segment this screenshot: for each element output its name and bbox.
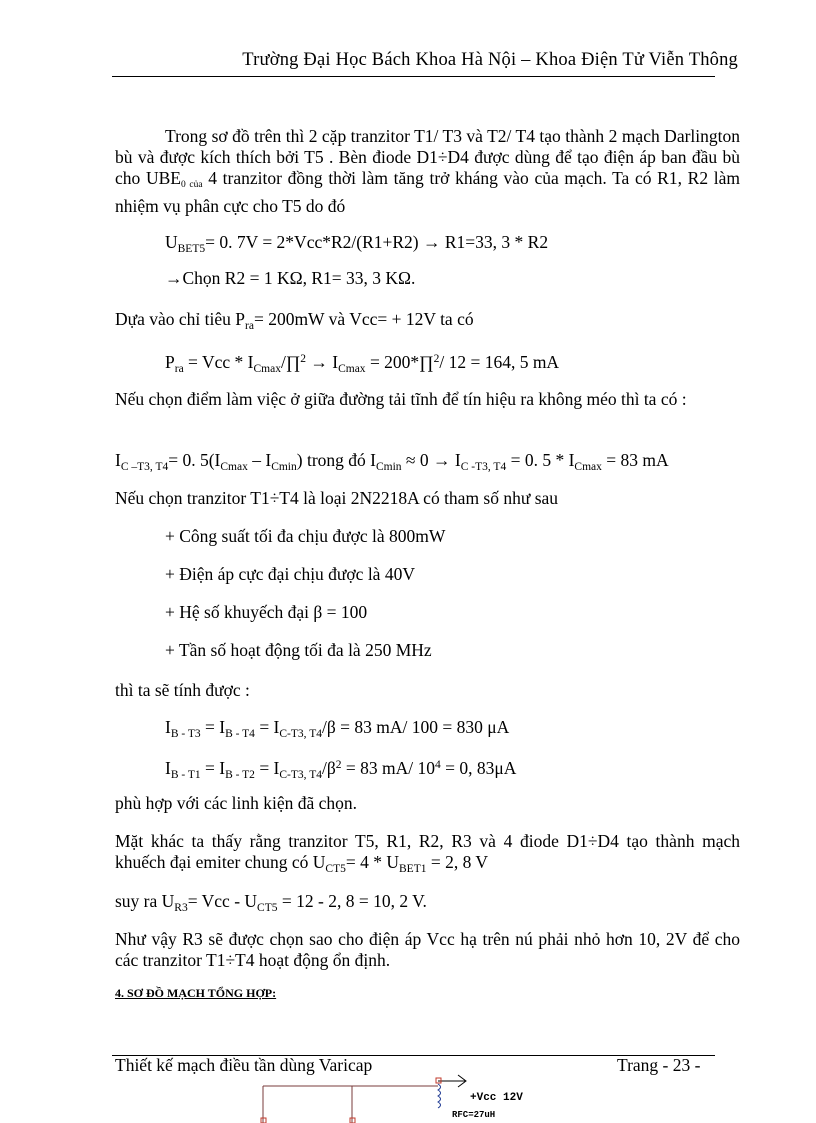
ur3-sub2: CT5	[257, 902, 278, 914]
eq6-b: = I	[200, 758, 226, 778]
other-a: Mặt khác ta thấy rằng tranzitor T5, R1, R2, R3 và 4 điode D1÷D4 tạo thành mạch khuếch đại emiter chung có U	[115, 831, 740, 872]
eq3-sub3: Cmax	[338, 363, 366, 375]
eq6-f: = 0, 83μA	[440, 758, 517, 778]
eq4-sub4: Cmin	[375, 461, 402, 473]
eq3-d: → I	[306, 352, 339, 372]
eq4-sub5: C -T3, T4	[460, 461, 507, 473]
pra-line	[115, 309, 474, 337]
eq6-sup1: 2	[335, 759, 342, 771]
eq4-sub6: Cmax	[574, 461, 602, 473]
ur3-sub1: R3	[174, 902, 188, 914]
rfc-label: RFC=27uH	[452, 1110, 496, 1120]
eq1-sub: BET5	[177, 243, 206, 255]
eq3-b: = Vcc * I	[183, 352, 254, 372]
page-header-title: Trường Đại Học Bách Khoa Hà Nội – Khoa Điện Tử Viễn Thông	[242, 50, 738, 70]
eq1-b: = 0. 7V = 2*Vcc*R2/(R1+R2) → R1=33, 3 * R2	[205, 232, 549, 252]
page-number: Trang - 23 -	[617, 1055, 701, 1075]
eq4-e: ≈ 0 → I	[401, 450, 461, 470]
other-sub2: BET1	[399, 863, 427, 875]
equation-ic	[115, 450, 669, 478]
spec-item: + Hệ số khuyếch đại β = 100	[165, 602, 368, 622]
eq5-c: = I	[254, 717, 280, 737]
eq3-e: = 200*∏	[365, 352, 434, 372]
eq5-a: I	[165, 717, 171, 737]
eq4-d: ) trong đó I	[296, 450, 376, 470]
other-side-paragraph	[115, 831, 740, 880]
eq5-sub3: C-T3, T4	[279, 728, 322, 740]
circuit-diagram-fragment	[0, 1068, 816, 1123]
spec-item: + Tần số hoạt động tối đa là 250 MHz	[165, 640, 432, 660]
footer-title: Thiết kế mạch điều tần dùng Varicap	[115, 1055, 373, 1075]
eq4-sub1: C –T3, T4	[120, 461, 169, 473]
equation-ib-t1	[165, 755, 516, 786]
vcc-label: +Vcc 12V	[470, 1092, 523, 1104]
eq6-sup2: 4	[435, 759, 441, 771]
pra-sub: ra	[245, 320, 254, 332]
choose-transistor-line: Nếu chọn tranzitor T1÷T4 là loại 2N2218A có tham số như sau	[115, 488, 559, 508]
conclusion-paragraph: Như vậy R3 sẽ được chọn sao cho điện áp Vcc hạ trên nú phải nhỏ hơn 10, 2V để cho các tranzitor T1÷T4 hoạt động ổn định.	[115, 929, 740, 970]
calc-intro: thì ta sẽ tính được :	[115, 680, 250, 700]
eq4-sub2: Cmax	[220, 461, 248, 473]
eq4-g: = 83 mA	[601, 450, 669, 470]
eq6-c: = I	[254, 758, 280, 778]
eq3-sup2: 2	[433, 353, 440, 365]
rfc-inductor-icon	[438, 1084, 441, 1108]
intro-text-2: 4 tranzitor đồng thời làm tăng trở kháng vào của mạch. Ta có R1, R2 làm nhiệm vụ phân cực cho T5 do đó	[115, 168, 740, 216]
eq4-sub3: Cmin	[271, 461, 297, 473]
eq6-a: I	[165, 758, 171, 778]
eq4-c: – I	[247, 450, 272, 470]
suitable-line: phù hợp với các linh kiện đã chọn.	[115, 793, 358, 813]
eq3-f: / 12 = 164, 5 mA	[439, 352, 560, 372]
eq3-a: P	[165, 352, 175, 372]
eq3-sub2: Cmax	[253, 363, 281, 375]
eq3-sup1: 2	[300, 353, 306, 365]
header-rule	[112, 76, 715, 77]
eq5-sub1: B - T3	[170, 728, 201, 740]
other-b: = 4 * U	[345, 852, 400, 872]
eq4-f: = 0. 5 * I	[506, 450, 575, 470]
intro-text-1: Trong sơ đồ trên thì 2 cặp tranzitor T1/ T3 và T2/ T4 tạo thành 2 mạch Darlington bù và được kích thích bởi T5 . Bèn điode D1÷D4 được dùng để tạo điện áp ban đầu bù cho UBE	[115, 126, 740, 188]
eq6-e: = 83 mA/ 10	[341, 758, 435, 778]
spec-item: + Công suất tối đa chịu được là 800mW	[165, 526, 446, 546]
pra-a: Dựa vào chỉ tiêu P	[115, 309, 246, 329]
eq6-sub3: C-T3, T4	[279, 769, 322, 781]
pra-b: = 200mW và Vcc= + 12V ta có	[253, 309, 474, 329]
equation-choose-r: →Chọn R2 = 1 KΩ, R1= 33, 3 KΩ.	[165, 268, 416, 288]
choose-point-paragraph: Nếu chọn điểm làm việc ở giữa đường tải tĩnh để tín hiệu ra không méo thì ta có :	[115, 389, 687, 409]
other-c: = 2, 8 V	[426, 852, 489, 872]
eq6-d: /β	[321, 758, 336, 778]
eq5-sub2: B - T4	[225, 728, 255, 740]
eq6-sub2: B - T2	[225, 769, 255, 781]
spec-item: + Điện áp cực đại chịu được là 40V	[165, 564, 415, 584]
equation-ubet5	[165, 232, 548, 260]
ur3-line	[115, 891, 427, 919]
equation-pra	[165, 349, 559, 380]
intro-subscript: 0 của	[180, 180, 203, 190]
eq5-d: /β = 83 mA/ 100 = 830 μA	[321, 717, 510, 737]
ur3-c: = 12 - 2, 8 = 10, 2 V.	[277, 891, 427, 911]
ur3-a: suy ra U	[115, 891, 175, 911]
eq6-sub1: B - T1	[170, 769, 201, 781]
eq3-sub1: ra	[174, 363, 184, 375]
eq4-b: = 0. 5(I	[168, 450, 221, 470]
equation-ib-t3	[165, 717, 509, 745]
eq4-a: I	[115, 450, 121, 470]
eq5-b: = I	[200, 717, 226, 737]
eq3-c: /∏	[280, 352, 301, 372]
ur3-b: = Vcc - U	[187, 891, 258, 911]
intro-paragraph	[115, 126, 740, 217]
eq1-a: U	[165, 232, 178, 252]
section-heading: 4. SƠ ĐỒ MẠCH TỔNG HỢP:	[115, 986, 277, 1000]
other-sub1: CT5	[325, 863, 346, 875]
